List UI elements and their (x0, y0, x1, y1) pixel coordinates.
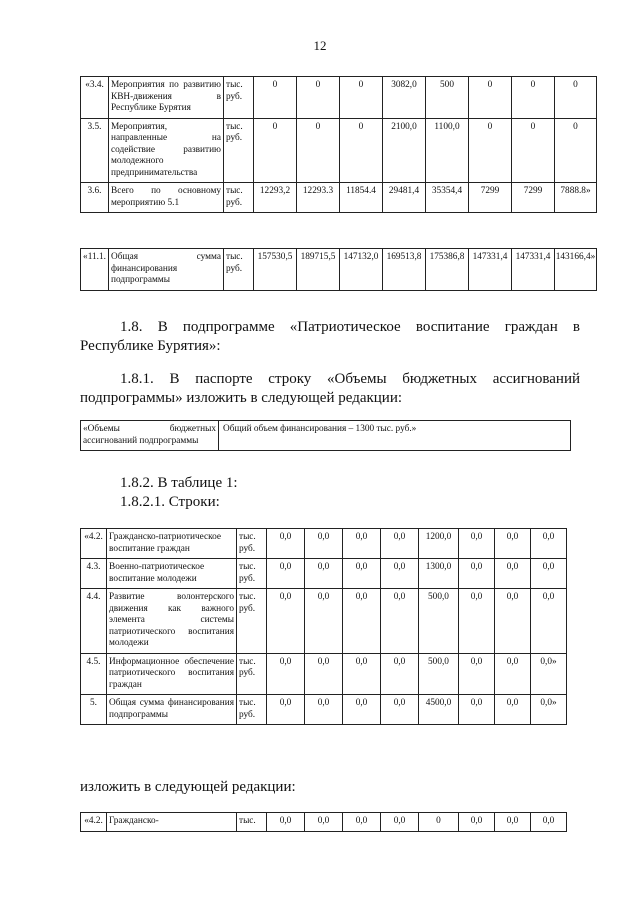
row-unit: тыс. руб. (224, 183, 254, 213)
table-row (81, 695, 567, 725)
cell-value: 500 (426, 77, 469, 119)
table-row (81, 529, 567, 559)
row-unit: тыс. руб. (237, 559, 267, 589)
cell-value: 147331,4 (512, 249, 555, 291)
cell-value: 0 (555, 118, 597, 183)
cell-value: 169513,8 (383, 249, 426, 291)
table-row (81, 421, 571, 451)
cell-value: 0,0 (495, 589, 531, 654)
cell-value: 175386,8 (426, 249, 469, 291)
table-patriotic-items (80, 528, 567, 725)
row-index: 4.5. (81, 653, 107, 695)
paragraph-edit-note: изложить в следующей редакции: (80, 779, 296, 795)
cell-value: 0 (555, 77, 597, 119)
cell-value: 143166,4» (555, 249, 597, 291)
cell-value: 0,0 (305, 813, 343, 832)
cell-value: 4500,0 (419, 695, 459, 725)
cell-value: 12293,2 (254, 183, 297, 213)
row-name: Общая сумма финансирования подпрограммы (109, 249, 224, 291)
row-unit: тыс. руб. (224, 118, 254, 183)
cell-value: 0,0 (495, 653, 531, 695)
cell-value: 0,0 (305, 559, 343, 589)
cell-value: 1200,0 (419, 529, 459, 559)
cell-value: 0,0 (459, 559, 495, 589)
cell-value: 0 (419, 813, 459, 832)
passport-label: «Объемы бюджетных ассигнований подпрограммы (81, 421, 219, 451)
table-row (81, 77, 597, 119)
cell-value: 147132,0 (340, 249, 383, 291)
row-name: Военно-патриотическое воспитание молодежи (107, 559, 237, 589)
table-row (81, 653, 567, 695)
table-passport-row (80, 420, 571, 451)
cell-value: 0,0 (459, 695, 495, 725)
row-index: «4.2. (81, 813, 107, 832)
cell-value: 189715,5 (297, 249, 340, 291)
cell-value: 0 (297, 118, 340, 183)
cell-value: 29481,4 (383, 183, 426, 213)
cell-value: 0,0 (305, 589, 343, 654)
cell-value: 0,0 (381, 529, 419, 559)
row-index: «3.4. (81, 77, 109, 119)
row-unit: тыс. руб. (237, 695, 267, 725)
table-total-financing (80, 248, 597, 291)
cell-value: 0,0 (381, 653, 419, 695)
cell-value: 0,0» (531, 695, 567, 725)
cell-value: 0,0 (495, 695, 531, 725)
cell-value: 1100,0 (426, 118, 469, 183)
cell-value: 0,0 (381, 589, 419, 654)
row-unit: тыс. руб. (224, 249, 254, 291)
row-name: Мероприятия по развитию КВН-движения в Республике Бурятия (109, 77, 224, 119)
row-index: «11.1. (81, 249, 109, 291)
cell-value: 7888.8» (555, 183, 597, 213)
cell-value: 0,0 (495, 813, 531, 832)
cell-value: 0,0 (305, 695, 343, 725)
row-index: 4.4. (81, 589, 107, 654)
cell-value: 0,0 (343, 695, 381, 725)
cell-value: 0,0 (305, 653, 343, 695)
cell-value: 0,0 (531, 559, 567, 589)
cell-value: 11854.4 (340, 183, 383, 213)
cell-value: 3082,0 (383, 77, 426, 119)
cell-value: 0,0 (495, 559, 531, 589)
cell-value: 0,0 (343, 559, 381, 589)
paragraph-1-8-1: 1.8.1. В паспорте строку «Объемы бюджетных ассигнований подпрограммы» изложить в следующей редакции: (80, 371, 580, 406)
cell-value: 0 (297, 77, 340, 119)
cell-value: 0,0 (343, 653, 381, 695)
cell-value: 0,0 (267, 589, 305, 654)
table-patriotic-items-new (80, 812, 567, 832)
cell-value: 0,0 (343, 529, 381, 559)
cell-value: 0,0 (531, 529, 567, 559)
cell-value: 0,0 (381, 695, 419, 725)
row-index: 3.5. (81, 118, 109, 183)
cell-value: 0,0 (381, 559, 419, 589)
cell-value: 0,0 (267, 529, 305, 559)
row-unit: тыс. руб. (237, 589, 267, 654)
cell-value: 0,0 (459, 813, 495, 832)
row-name: Гражданско-патриотическое воспитание граждан (107, 529, 237, 559)
cell-value: 0,0 (267, 653, 305, 695)
cell-value: 0,0 (531, 813, 567, 832)
row-unit: тыс. руб. (237, 529, 267, 559)
paragraph-1-8: 1.8. В подпрограмме «Патриотическое воспитание граждан в Республике Бурятия»: (80, 319, 580, 354)
row-index: 4.3. (81, 559, 107, 589)
cell-value: 0,0 (343, 813, 381, 832)
cell-value: 0,0 (459, 653, 495, 695)
cell-value: 0,0 (459, 529, 495, 559)
cell-value: 147331,4 (469, 249, 512, 291)
cell-value: 0 (512, 118, 555, 183)
cell-value: 0 (340, 77, 383, 119)
cell-value: 0 (254, 77, 297, 119)
cell-value: 0,0 (267, 813, 305, 832)
cell-value: 0 (340, 118, 383, 183)
cell-value: 0,0 (305, 529, 343, 559)
cell-value: 12293.3 (297, 183, 340, 213)
table-subprogram-items (80, 76, 597, 213)
cell-value: 0,0 (343, 589, 381, 654)
table-row (81, 813, 567, 832)
table-row (81, 118, 597, 183)
cell-value: 0,0 (381, 813, 419, 832)
cell-value: 0,0 (267, 559, 305, 589)
cell-value: 0,0 (267, 695, 305, 725)
row-index: «4.2. (81, 529, 107, 559)
row-unit: тыс. руб. (224, 77, 254, 119)
cell-value: 0 (469, 118, 512, 183)
cell-value: 0,0 (459, 589, 495, 654)
cell-value: 2100,0 (383, 118, 426, 183)
cell-value: 500,0 (419, 653, 459, 695)
cell-value: 7299 (469, 183, 512, 213)
cell-value: 0 (254, 118, 297, 183)
cell-value: 157530,5 (254, 249, 297, 291)
page-number: 12 (313, 38, 327, 53)
row-index: 3.6. (81, 183, 109, 213)
row-name: Гражданско- (107, 813, 237, 832)
row-index: 5. (81, 695, 107, 725)
passport-value: Общий объем финансирования – 1300 тыс. руб.» (219, 421, 571, 451)
cell-value: 1300,0 (419, 559, 459, 589)
table-row (81, 249, 597, 291)
row-name: Всего по основному мероприятию 5.1 (109, 183, 224, 213)
cell-value: 0 (469, 77, 512, 119)
table-row (81, 559, 567, 589)
table-row (81, 183, 597, 213)
row-name: Общая сумма финансирования подпрограммы (107, 695, 237, 725)
cell-value: 500,0 (419, 589, 459, 654)
row-name: Мероприятия, направленные на содействие развитию молодежного предпринимательства (109, 118, 224, 183)
cell-value: 0,0» (531, 653, 567, 695)
row-name: Развитие волонтерского движения как важного элемента системы патриотического воспитания молодежи (107, 589, 237, 654)
cell-value: 7299 (512, 183, 555, 213)
cell-value: 0 (512, 77, 555, 119)
row-unit: тыс. (237, 813, 267, 832)
cell-value: 0,0 (495, 529, 531, 559)
row-unit: тыс. руб. (237, 653, 267, 695)
paragraph-1-8-2: 1.8.2. В таблице 1: (120, 475, 238, 491)
cell-value: 35354,4 (426, 183, 469, 213)
paragraph-1-8-2-1: 1.8.2.1. Строки: (120, 494, 220, 510)
table-row (81, 589, 567, 654)
row-name: Информационное обеспечение патриотического воспитания граждан (107, 653, 237, 695)
cell-value: 0,0 (531, 589, 567, 654)
